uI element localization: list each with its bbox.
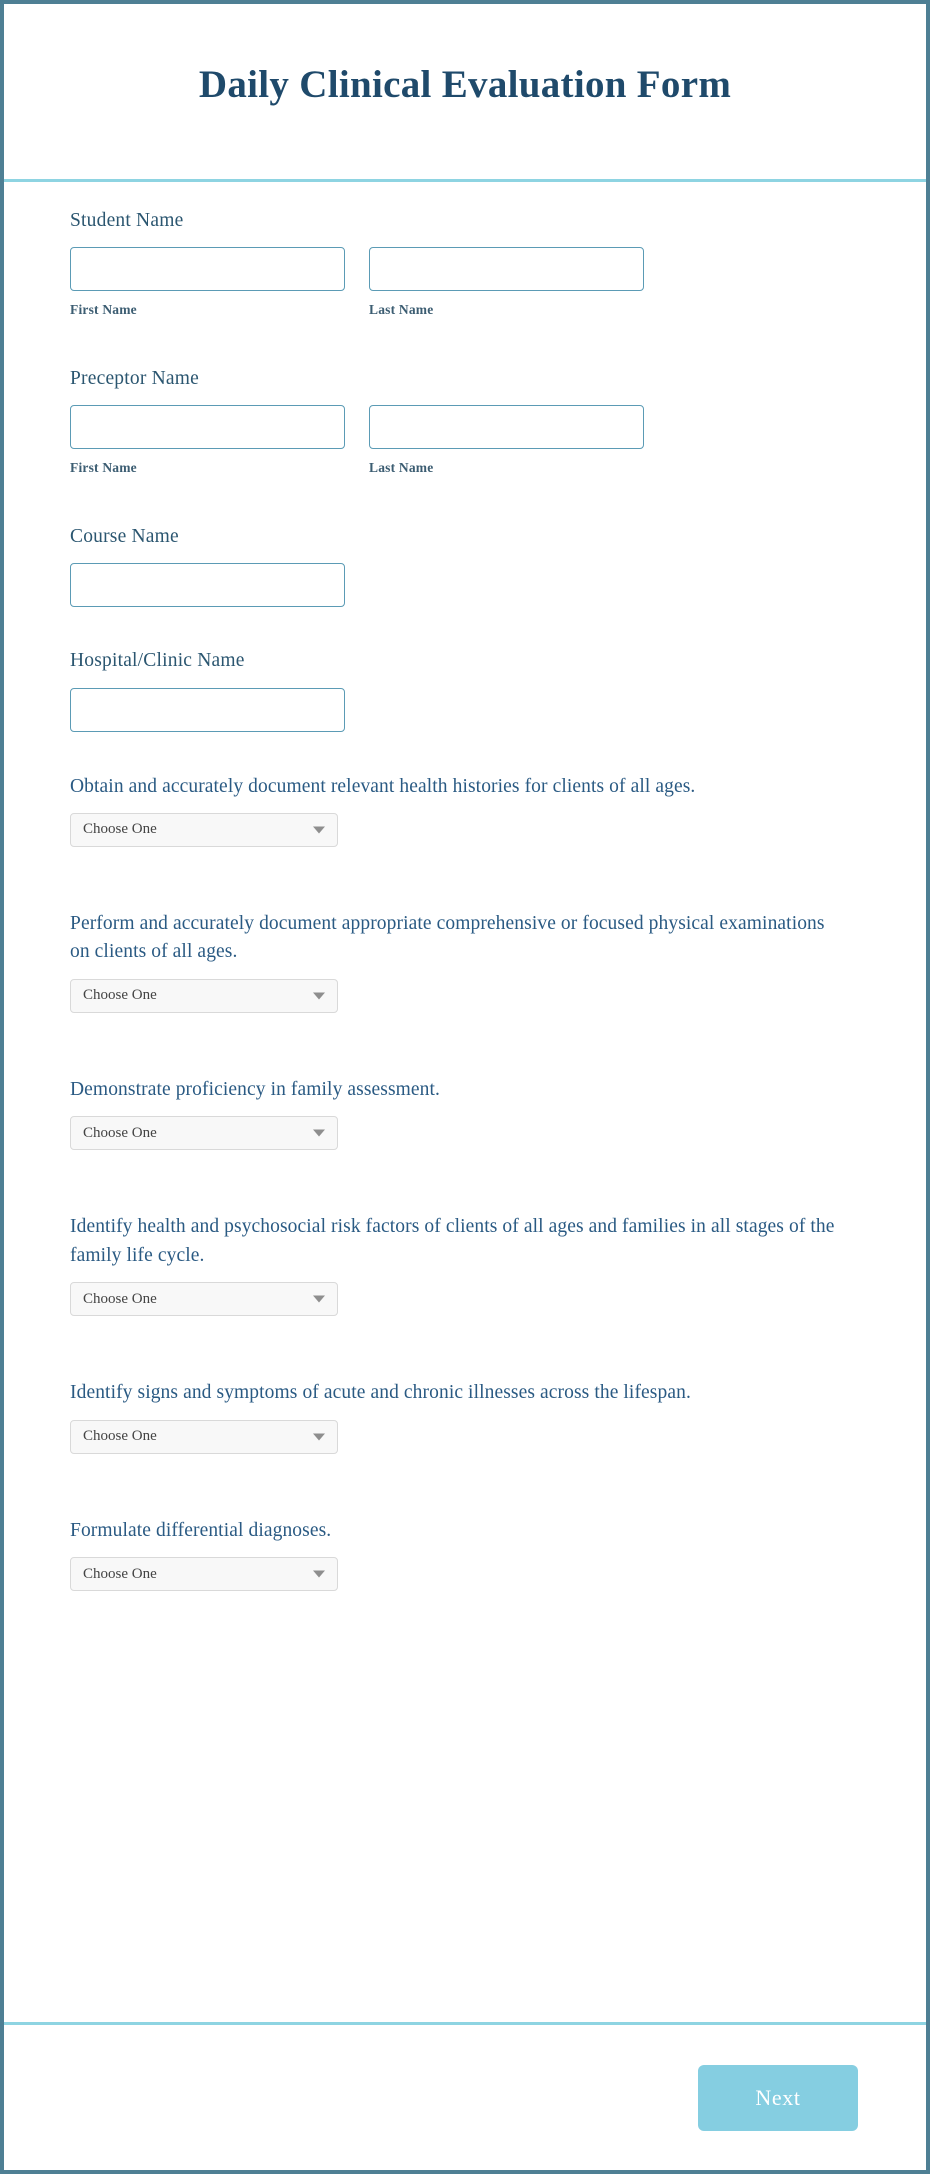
- form-body: [4, 182, 926, 1591]
- field-label-course-name: Course Name: [70, 526, 179, 548]
- field-course-name: [70, 524, 860, 607]
- preceptor-last-name-sublabel: Last Name: [369, 460, 434, 476]
- field-student-name: [70, 208, 860, 318]
- student-last-name-sublabel: Last Name: [369, 302, 434, 318]
- form-footer: [4, 2022, 926, 2170]
- preceptor-first-name-sublabel: First Name: [70, 460, 137, 476]
- question-block-3: [70, 1076, 860, 1150]
- field-hospital-clinic-name: [70, 648, 860, 731]
- student-first-name-group: [70, 247, 345, 318]
- next-button[interactable]: Next: [698, 2065, 858, 2131]
- question-block-5: [70, 1379, 860, 1453]
- field-label-hospital-clinic-name: Hospital/Clinic Name: [70, 650, 245, 672]
- student-name-row: [70, 247, 860, 318]
- spacer: [70, 847, 860, 910]
- student-first-name-input[interactable]: [70, 247, 345, 291]
- spacer: [70, 318, 860, 366]
- question-select-value-2[interactable]: Choose One: [70, 979, 338, 1013]
- question-text-4: Identify health and psychosocial risk factors of clients of all ages and families in all stages of the family life cycle.: [70, 1216, 835, 1266]
- preceptor-first-name-group: [70, 405, 345, 476]
- preceptor-name-row: [70, 405, 860, 476]
- question-text-5: Identify signs and symptoms of acute and chronic illnesses across the lifespan.: [70, 1382, 691, 1404]
- question-select-5[interactable]: [70, 1420, 338, 1454]
- question-select-3[interactable]: [70, 1116, 338, 1150]
- question-select-value-6[interactable]: Choose One: [70, 1557, 338, 1591]
- question-select-value-5[interactable]: Choose One: [70, 1420, 338, 1454]
- question-select-value-4[interactable]: Choose One: [70, 1282, 338, 1316]
- spacer: [70, 476, 860, 524]
- page-title: Daily Clinical Evaluation Form: [198, 63, 732, 106]
- preceptor-first-name-input[interactable]: [70, 405, 345, 449]
- field-preceptor-name: [70, 366, 860, 476]
- spacer: [70, 732, 860, 773]
- question-block-6: [70, 1517, 860, 1591]
- student-first-name-sublabel: First Name: [70, 302, 137, 318]
- question-text-3: Demonstrate proficiency in family assessment.: [70, 1078, 441, 1100]
- question-block-4: [70, 1213, 860, 1316]
- question-select-2[interactable]: [70, 979, 338, 1013]
- question-text-1: Obtain and accurately document relevant health histories for clients of all ages.: [70, 775, 696, 797]
- hospital-clinic-name-input[interactable]: [70, 688, 345, 732]
- chevron-down-icon: [313, 1296, 325, 1303]
- question-select-6[interactable]: [70, 1557, 338, 1591]
- spacer: [70, 1316, 860, 1379]
- student-last-name-input[interactable]: [369, 247, 644, 291]
- field-label-student-name: Student Name: [70, 210, 184, 231]
- spacer: [70, 1150, 860, 1213]
- question-text-2: Perform and accurately document appropriate comprehensive or focused physical examinations on clients of all ages.: [70, 912, 825, 963]
- spacer: [70, 607, 860, 648]
- question-block-1: [70, 773, 860, 847]
- question-select-value-3[interactable]: Choose One: [70, 1116, 338, 1150]
- preceptor-last-name-input[interactable]: [369, 405, 644, 449]
- course-name-input[interactable]: [70, 563, 345, 607]
- chevron-down-icon: [313, 1130, 325, 1137]
- field-label-preceptor-name: Preceptor Name: [70, 368, 199, 390]
- form-header: [4, 4, 926, 182]
- question-text-6: Formulate differential diagnoses.: [70, 1519, 332, 1541]
- spacer: [70, 1013, 860, 1076]
- question-block-2: [70, 910, 860, 1013]
- preceptor-last-name-group: [369, 405, 644, 476]
- chevron-down-icon: [313, 1571, 325, 1578]
- spacer: [70, 1454, 860, 1517]
- chevron-down-icon: [313, 1433, 325, 1440]
- student-last-name-group: [369, 247, 644, 318]
- question-select-1[interactable]: [70, 813, 338, 847]
- chevron-down-icon: [313, 826, 325, 833]
- question-select-value-1[interactable]: Choose One: [70, 813, 338, 847]
- chevron-down-icon: [313, 992, 325, 999]
- question-select-4[interactable]: [70, 1282, 338, 1316]
